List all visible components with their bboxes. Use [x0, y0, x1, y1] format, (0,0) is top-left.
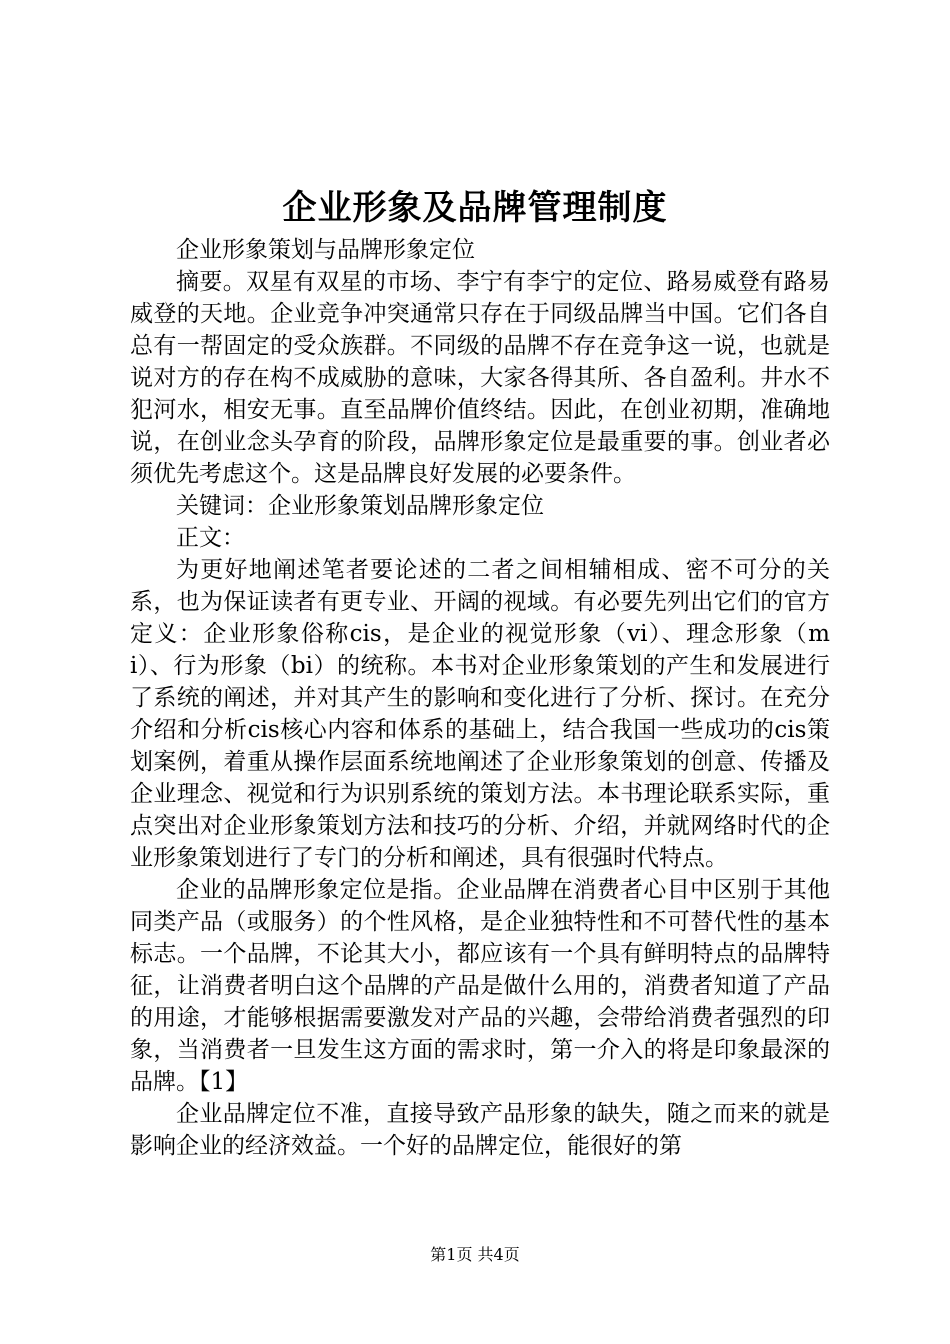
paragraph-main-heading: 正文： — [176, 525, 245, 551]
page-footer: 第1页 共4页 — [430, 1245, 520, 1264]
paragraph-brand-positioning: 企业的品牌形象定位是指。企业品牌在消费者心目中区别于其他同类产品（或服务）的个性风格，是企业独特性和不可替代性的基本标志。一个品牌，不论其大小，都应该有一个具有鲜明特点的品牌特征，让消费者明白这个品牌的产品是做什么用的，消费者知道了产品的用途，才能够根据需要激发对产品的兴趣，会带给消费者强烈的印象，当消费者一旦发生这方面的需求时，第一介入的将是印象最深的品牌。【1】 — [130, 877, 830, 1095]
paragraph-abstract: 摘要。双星有双星的市场、李宁有李宁的定位、路易威登有路易威登的天地。企业竞争冲突通常只存在于同级品牌当中国。它们各自总有一帮固定的受众族群。不同级的品牌不存在竞争这一说，也就是说对方的存在构不成威胁的意味，大家各得其所、各自盈利。井水不犯河水，相安无事。直至品牌价值终结。因此，在创业初期，准确地说，在创业念头孕育的阶段，品牌形象定位是最重要的事。创业者必须优先考虑这个。这是品牌良好发展的必要条件。 — [130, 269, 830, 487]
paragraph-positioning-impact: 企业品牌定位不准，直接导致产品形象的缺失，随之而来的就是影响企业的经济效益。一个好的品牌定位，能很好的第 — [130, 1101, 830, 1159]
document-title: 企业形象及品牌管理制度 — [282, 188, 668, 228]
document-body — [130, 234, 830, 1162]
paragraph-subtitle: 企业形象策划与品牌形象定位 — [176, 237, 475, 263]
paragraph-definitions: 为更好地阐述笔者要论述的二者之间相辅相成、密不可分的关系，也为保证读者有更专业、开阔的视域。有必要先列出它们的官方定义：企业形象俗称cis，是企业的视觉形象（vi）、理念形象（mi）、行为形象（bi）的统称。本书对企业形象策划的产生和发展进行了系统的阐述，并对其产生的影响和变化进行了分析、探讨。在充分介绍和分析cis核心内容和体系的基础上，结合我国一些成功的cis策划案例，着重从操作层面系统地阐述了企业形象策划的创意、传播及企业理念、视觉和行为识别系统的策划方法。本书理论联系实际，重点突出对企业形象策划方法和技巧的分析、介绍，并就网络时代的企业形象策划进行了专门的分析和阐述，具有很强时代特点。 — [130, 557, 830, 871]
paragraph-keywords: 关键词：企业形象策划品牌形象定位 — [176, 493, 544, 519]
